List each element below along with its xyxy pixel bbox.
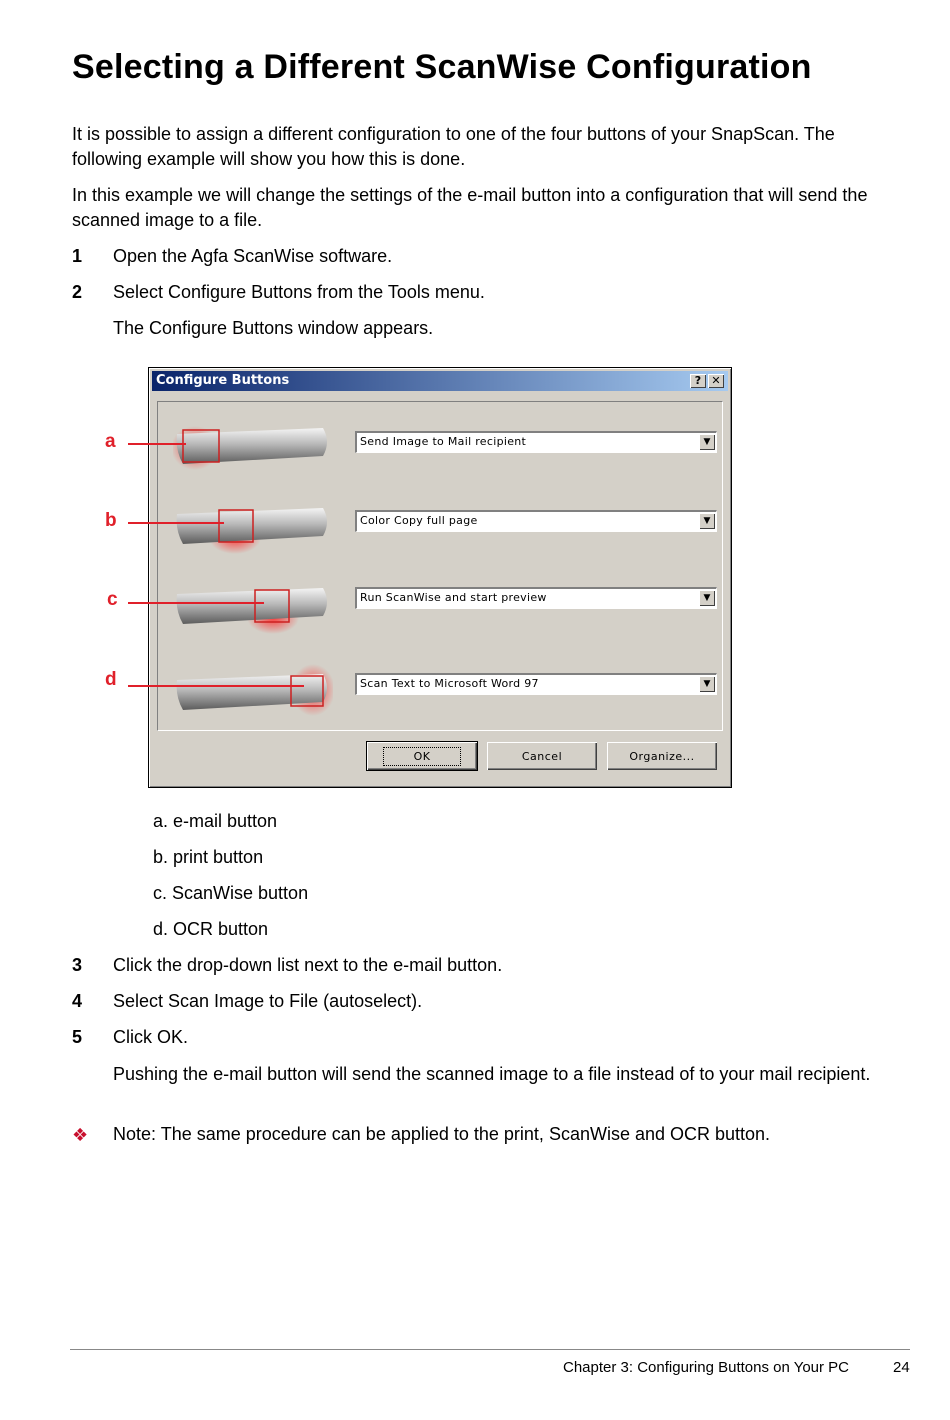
organize-button[interactable]: Organize... [607,742,717,770]
legend-item-c: c. ScanWise button [153,883,309,903]
scanner-scanwise-button-image [173,574,333,634]
dropdown-value: Scan Text to Microsoft Word 97 [360,677,539,690]
step-number: 1 [72,246,83,266]
page-title: Selecting a Different ScanWise Configuration [72,48,812,86]
footer-divider [70,1349,910,1350]
dialog-titlebar [152,371,728,391]
dropdown-value: Run ScanWise and start preview [360,591,547,604]
intro-paragraph-2: In this example we will change the settings of the e-mail button into a configuration that will send the scanned image to a file. [72,185,868,230]
dropdown-arrow-icon[interactable]: ▼ [699,676,715,692]
step-result: The Configure Buttons window appears. [113,318,434,338]
step-result: Pushing the e-mail button will send the scanned image to a file instead of to your mail recipient. [113,1064,871,1084]
ok-button[interactable] [367,742,477,770]
dropdown-value: Send Image to Mail recipient [360,435,527,448]
configure-buttons-dialog [148,367,732,788]
callout-label-b: b [105,510,117,531]
diamond-bullet-icon: ❖ [72,1125,89,1145]
print-button-config-dropdown[interactable] [355,510,717,532]
scanner-ocr-button-image [173,660,333,720]
step-number: 2 [72,282,83,302]
dialog-title: Configure Buttons [156,373,290,388]
step-text: Select Scan Image to File (autoselect). [113,991,423,1011]
email-button-config-dropdown[interactable] [355,431,717,453]
legend-item-d: d. OCR button [153,919,269,939]
scanner-email-button-image [173,414,333,474]
intro-paragraph-1: It is possible to assign a different configuration to one of the four buttons of your SnapScan. The following example will show you how this is done. [72,124,835,169]
page-number: 24 [893,1359,910,1376]
step-text: Select Configure Buttons from the Tools menu. [113,282,485,302]
scanner-print-button-image [173,494,333,554]
ocr-button-config-dropdown[interactable] [355,673,717,695]
scanwise-button-config-dropdown[interactable] [355,587,717,609]
help-icon[interactable]: ? [690,374,706,388]
close-icon[interactable]: ✕ [708,374,724,388]
callout-label-a: a [105,431,116,452]
cancel-button[interactable]: Cancel [487,742,597,770]
callout-line-a [128,443,186,445]
callout-line-d [128,685,304,687]
footer-chapter: Chapter 3: Configuring Buttons on Your PC [563,1359,850,1376]
step-number: 5 [72,1027,83,1047]
legend-item-a: a. e-mail button [153,811,278,831]
callout-line-b [128,522,224,524]
ok-button-label: OK [383,747,462,766]
dropdown-arrow-icon[interactable]: ▼ [699,513,715,529]
step-number: 4 [72,991,83,1011]
dropdown-arrow-icon[interactable]: ▼ [699,590,715,606]
step-text: Open the Agfa ScanWise software. [113,246,393,266]
callout-line-c [128,602,264,604]
step-text: Click OK. [113,1027,189,1047]
dropdown-value: Color Copy full page [360,514,478,527]
dropdown-arrow-icon[interactable]: ▼ [699,434,715,450]
legend-item-b: b. print button [153,847,264,867]
callout-label-d: d [105,669,117,690]
note-text: Note: The same procedure can be applied to the print, ScanWise and OCR button. [113,1124,771,1144]
step-text: Click the drop-down list next to the e-mail button. [113,955,503,975]
callout-label-c: c [107,589,118,610]
step-number: 3 [72,955,83,975]
